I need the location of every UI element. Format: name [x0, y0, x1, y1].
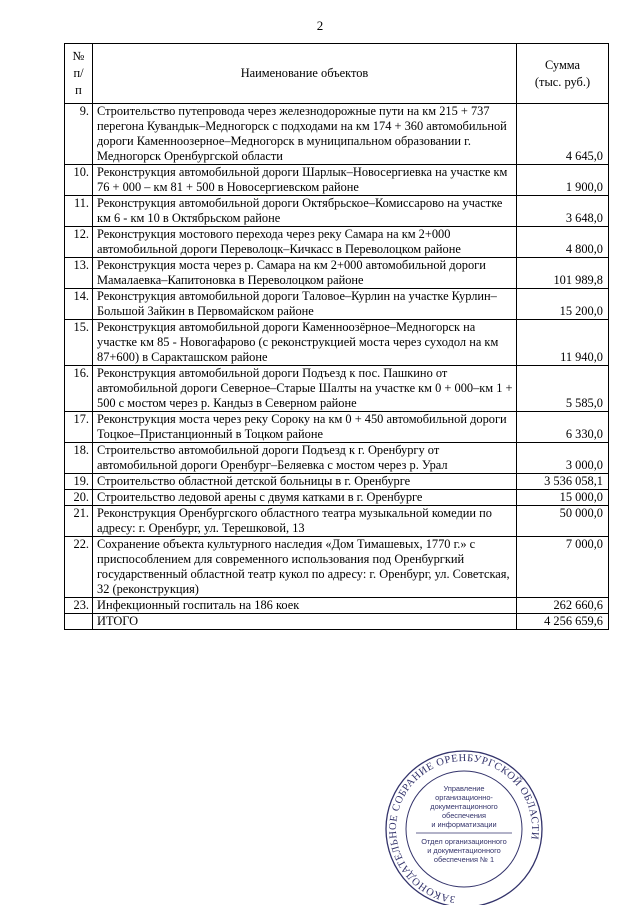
objects-table: [64, 43, 609, 630]
table-row: [65, 443, 609, 474]
row-number: 13.: [65, 258, 93, 289]
row-name: Инфекционный госпиталь на 186 коек: [93, 598, 517, 614]
row-name: Строительство ледовой арены с двумя катками в г. Оренбурге: [93, 490, 517, 506]
row-name: Реконструкция мостового перехода через реку Самара на км 2+000 автомобильной дороги Переволоцк–Кичкасс в Переволоцком районе: [93, 227, 517, 258]
row-number: 12.: [65, 227, 93, 258]
row-name: Строительство областной детской больницы в г. Оренбурге: [93, 474, 517, 490]
row-name: Реконструкция автомобильной дороги Каменноозёрное–Медногорск на участке км 85 - Новогафарово (с реконструкцией моста через суходол на км 87+600) в Саракташском районе: [93, 320, 517, 366]
stamp-line: обеспечения № 1: [433, 855, 495, 864]
header-sum-line1: Сумма: [544, 57, 581, 72]
row-sum: 3 536 058,1: [517, 474, 609, 490]
stamp-line: документационного: [430, 802, 498, 811]
table-row: [65, 289, 609, 320]
row-name: Строительство путепровода через железнодорожные пути на км 215 + 737 перегона Кувандык–Медногорск с подходами на км 174 + 360 автомобильной дороги Каменноозерное–Медногорск в муниципальном образовании г. Медногорск Оренбургской области: [93, 104, 517, 165]
header-name: Наименование объектов: [93, 44, 517, 104]
row-number: 11.: [65, 196, 93, 227]
stamp-line: и информатизации: [431, 820, 497, 829]
row-number: 23.: [65, 598, 93, 614]
header-number: [65, 44, 93, 104]
row-number: 10.: [65, 165, 93, 196]
row-number: 19.: [65, 474, 93, 490]
row-number: 14.: [65, 289, 93, 320]
header-number-line1: №: [72, 49, 85, 63]
total-label: ИТОГО: [93, 614, 517, 630]
page-number: 2: [316, 18, 324, 33]
row-sum: 50 000,0: [517, 506, 609, 537]
table-header-row: [65, 44, 609, 104]
table-row: [65, 490, 609, 506]
row-number: 21.: [65, 506, 93, 537]
row-name: Реконструкция моста через реку Сороку на км 0 + 450 автомобильной дороги Тоцкое–Пристанционный в Тоцком районе: [93, 412, 517, 443]
total-row: [65, 614, 609, 630]
row-sum: 15 000,0: [517, 490, 609, 506]
stamp-ring-text: ЗАКОНОДАТЕЛЬНОЕ СОБРАНИЕ ОРЕНБУРГСКОЙ ОБЛАСТИ: [387, 752, 541, 905]
table-row: [65, 227, 609, 258]
table-row: [65, 537, 609, 598]
table-row: [65, 598, 609, 614]
row-sum: 262 660,6: [517, 598, 609, 614]
stamp-line: обеспечения: [441, 811, 487, 820]
table-row: [65, 165, 609, 196]
row-number: 16.: [65, 366, 93, 412]
organization-stamp: [380, 745, 548, 905]
header-number-line2: п/: [73, 66, 84, 80]
row-number: 20.: [65, 490, 93, 506]
row-sum: 15 200,0: [517, 289, 609, 320]
stamp-line: Управление: [443, 784, 485, 793]
table-row: [65, 366, 609, 412]
table-row: [65, 196, 609, 227]
row-sum: 7 000,0: [517, 537, 609, 598]
row-sum: 3 648,0: [517, 196, 609, 227]
row-sum: 1 900,0: [517, 165, 609, 196]
stamp-line: и документационного: [427, 846, 501, 855]
table-row: [65, 412, 609, 443]
row-number: 17.: [65, 412, 93, 443]
row-number: 15.: [65, 320, 93, 366]
row-sum: 101 989,8: [517, 258, 609, 289]
row-sum: 4 645,0: [517, 104, 609, 165]
row-sum: 6 330,0: [517, 412, 609, 443]
stamp-inner-ring: [406, 771, 522, 887]
row-name: Реконструкция автомобильной дороги Подъезд к пос. Пашкино от автомобильной дороги Северное–Старые Шалты на участке км 0 + 000–км 1 + 500 с мостом через р. Кандыз в Северном районе: [93, 366, 517, 412]
stamp-outer-ring: [386, 751, 542, 905]
table-row: [65, 104, 609, 165]
row-sum: 5 585,0: [517, 366, 609, 412]
table-row: [65, 474, 609, 490]
header-number-line3: п: [75, 83, 82, 97]
total-sum: 4 256 659,6: [517, 614, 609, 630]
header-sum-line2: (тыс. руб.): [534, 74, 591, 89]
row-number: 9.: [65, 104, 93, 165]
header-sum: [517, 44, 609, 104]
row-sum: 4 800,0: [517, 227, 609, 258]
row-name: Реконструкция автомобильной дороги Таловое–Курлин на участке Курлин–Большой Зайкин в Первомайском районе: [93, 289, 517, 320]
row-number: 18.: [65, 443, 93, 474]
stamp-line: организационно-: [435, 793, 493, 802]
table-row: [65, 320, 609, 366]
table-row: [65, 258, 609, 289]
table-row: [65, 506, 609, 537]
row-name: Строительство автомобильной дороги Подъезд к г. Оренбургу от автомобильной дороги Оренбург–Беляевка с мостом через р. Урал: [93, 443, 517, 474]
stamp-line: Отдел организационного: [421, 837, 507, 846]
row-number: 22.: [65, 537, 93, 598]
row-name: Реконструкция моста через р. Самара на км 2+000 автомобильной дороги Мамалаевка–Капитоновка в Переволоцком районе: [93, 258, 517, 289]
row-sum: 11 940,0: [517, 320, 609, 366]
stamp-inner-text: [416, 784, 512, 864]
row-name: Реконструкция Оренбургского областного театра музыкальной комедии по адресу: г. Оренбург, ул. Терешковой, 13: [93, 506, 517, 537]
row-name: Реконструкция автомобильной дороги Шарлык–Новосергиевка на участке км 76 + 000 – км 81 + 500 в Новосергиевском районе: [93, 165, 517, 196]
row-name: Реконструкция автомобильной дороги Октябрьское–Комиссарово на участке км 6 - км 10 в Октябрьском районе: [93, 196, 517, 227]
row-sum: 3 000,0: [517, 443, 609, 474]
row-name: Сохранение объекта культурного наследия «Дом Тимашевых, 1770 г.» с приспособлением для современного использования под Оренбургкий государственный областной театр кукол по адресу: г. Оренбург, ул. Советская, 32 (реконструкция): [93, 537, 517, 598]
total-number-cell: [65, 614, 93, 630]
